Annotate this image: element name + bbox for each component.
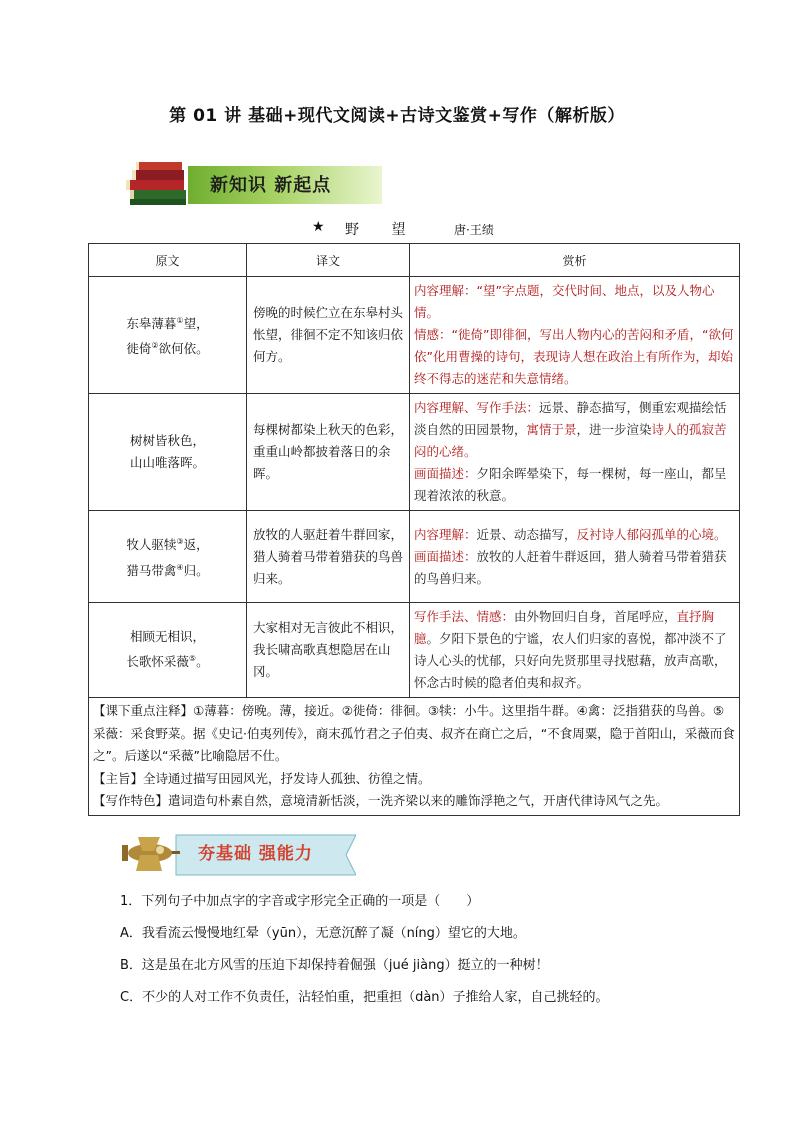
original-cell: 牧人驱犊③返， 猎马带禽④归。 (89, 511, 247, 603)
theme-label: 【主旨】 (93, 770, 144, 786)
translation-cell: 每棵树都染上秋天的色彩，重重山岭都披着落日的余晖。 (247, 394, 410, 511)
original-cell: 树树皆秋色， 山山唯落晖。 (89, 394, 247, 511)
analysis-cell: 内容理解：近景、动态描写，反衬诗人郁闷孤单的心境。 画面描述：放牧的人赶着牛群返回，猎人骑着马带着猎获的鸟兽归来。 (410, 511, 740, 603)
poem-author: 唐·王绩 (454, 223, 494, 237)
option-b: B．这是虽在北方风雪的压迫下却保持着倔强（jué jiàng）挺立的一种树！ (120, 958, 549, 973)
header-translation: 译文 (247, 244, 410, 277)
banner-title: 新知识 新起点 (210, 175, 332, 196)
option-c: C．不少的人对工作不负责任，沾轻怕重，把重担（dàn）子推给人家，自己挑轻的。 (120, 990, 609, 1005)
poem-heading (0, 218, 794, 240)
translation-cell: 傍晚的时候伫立在东皋村头怅望，徘徊不定不知该归依何方。 (247, 277, 410, 394)
table-header-row (89, 244, 740, 277)
original-cell: 相顾无相识， 长歌怀采薇⑤。 (89, 603, 247, 698)
table-row (89, 277, 740, 394)
notes-text: ①薄暮：傍晚。薄，接近。②徙倚：徘徊。③犊：小牛。这里指牛群。④禽：泛指猎获的鸟兽。⑤采薇：采食野菜。据《史记·伯夷列传》，商末孤竹君之子伯夷、叔齐在商亡之后，“不食周粟，隐于首阳山，采薇而食之”。后遂以“采薇”比喻隐居不仕。 (93, 703, 735, 763)
translation-cell: 放牧的人驱赶着牛群回家，猎人骑着马带着猎获的鸟兽归来。 (247, 511, 410, 603)
style-label: 【写作特色】 (93, 793, 169, 808)
notes-cell (89, 698, 740, 816)
analysis-cell: 内容理解、写作手法：远景、静态描写，侧重宏观描绘恬淡自然的田园景物，寓情于景，进一步渲染诗人的孤寂苦闷的心绪。 画面描述：夕阳余晖晕染下，每一棵树，每一座山，都呈现着浓浓的秋意。 (410, 394, 740, 511)
analysis-cell: 内容理解：“望”字点题，交代时间、地点，以及人物心情。 情感：“徙倚”即徘徊，写出人物内心的苦闷和矛盾，“欲何依”化用曹操的诗句，表现诗人想在政治上有所作为，却始终不得志的迷茫和失意情绪。 (410, 277, 740, 394)
star-icon: ★ (312, 219, 325, 235)
table-row (89, 603, 740, 698)
section-banner-basics (120, 825, 356, 877)
page-title: 第 01 讲 基础+现代文阅读+古诗文鉴赏+写作（解析版） (169, 106, 625, 126)
notes-label: 【课下重点注释】 (93, 703, 194, 718)
table-row (89, 511, 740, 603)
question-stem: 1．下列句子中加点字的字音或字形完全正确的一项是（ ） (120, 894, 480, 909)
theme-text: 全诗通过描写田园风光，抒发诗人孤独、彷徨之情。 (143, 770, 431, 786)
poem-analysis-table (88, 243, 740, 816)
original-cell: 东皋薄暮①望， 徙倚②欲何依。 (89, 277, 247, 394)
table-row (89, 394, 740, 511)
translation-cell: 大家相对无言彼此不相识，我长啸高歌真想隐居在山冈。 (247, 603, 410, 698)
analysis-cell: 写作手法、情感：由外物回归自身，首尾呼应，直抒胸臆。夕阳下景色的宁谧，农人们归家的喜悦，都冲淡不了诗人心头的忧郁，只好向先贤那里寻找慰藉，放声高歌，怀念古时候的隐者伯夷和叔齐。 (410, 603, 740, 698)
option-a: A．我看流云慢慢地红晕（yūn），无意沉醉了凝（níng）望它的大地。 (120, 926, 526, 941)
style-text: 遣词造句朴素自然，意境清新恬淡，一洗齐梁以来的雕饰浮艳之气，开唐代律诗风气之先。 (168, 793, 669, 808)
header-analysis: 赏析 (410, 244, 740, 277)
header-original: 原文 (89, 244, 247, 277)
poem-title: 野 望 (345, 222, 420, 238)
section-banner-new-knowledge (122, 160, 382, 208)
banner2-title: 夯基础 强能力 (198, 844, 313, 864)
notes-row (89, 698, 740, 816)
books-icon (122, 160, 198, 208)
